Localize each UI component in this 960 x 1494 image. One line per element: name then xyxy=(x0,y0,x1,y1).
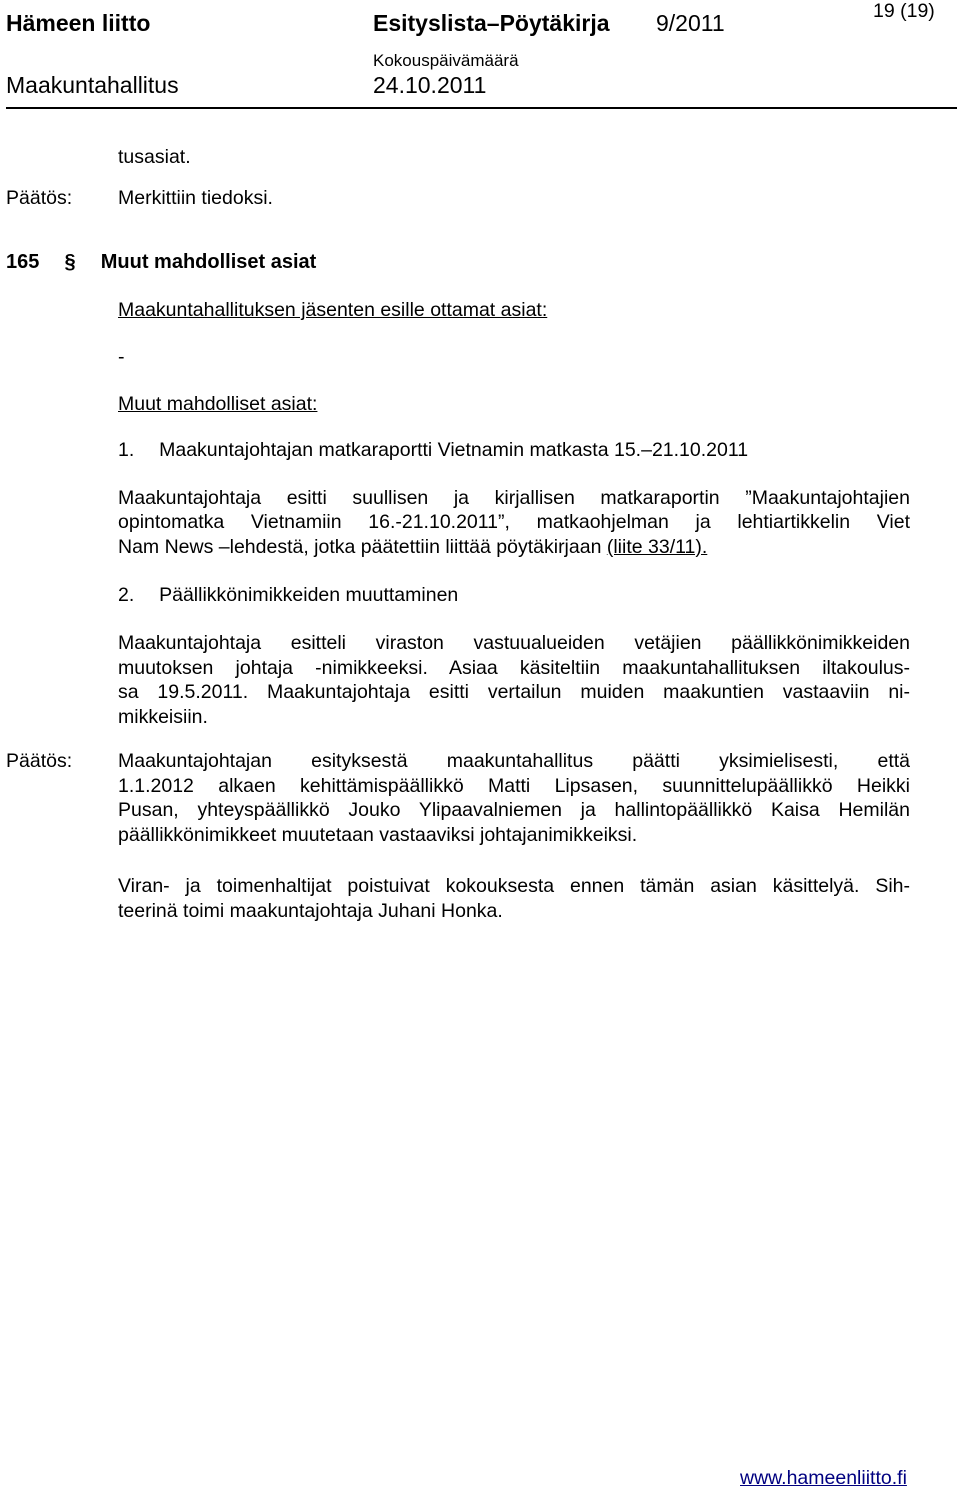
other-heading: Muut mahdolliset asiat: xyxy=(118,393,318,415)
section-symbol: § xyxy=(64,251,76,273)
item2-decision-line-1: Maakuntajohtajan esityksestä maakuntahallitus päätti yksimielisesti, että xyxy=(118,750,910,772)
item2-note-line-2: teerinä toimi maakuntajohtaja Juhani Honka. xyxy=(118,900,503,922)
header-date-label: Kokouspäivämäärä xyxy=(373,51,519,70)
section-heading xyxy=(6,251,316,274)
header-doc-type: Esityslista–Pöytäkirja xyxy=(373,10,610,36)
header-body: Maakuntahallitus xyxy=(6,72,179,98)
item2-decision-line-2: 1.1.2012 alkaen kehittämispäällikkö Matti Lipsasen, suunnittelupäällikkö Heikki xyxy=(118,775,910,797)
footer-url-link[interactable]: www.hameenliitto.fi xyxy=(740,1467,907,1489)
members-item: - xyxy=(118,346,125,368)
item2-decision-label: Päätös: xyxy=(6,750,73,772)
header-rule xyxy=(6,107,957,109)
item1-number: 1. xyxy=(118,439,135,461)
item1-line-2: opintomatka Vietnamiin 16.-21.10.2011”, matkaohjelman ja lehtiartikkelin Viet xyxy=(118,511,910,533)
item1-attachment-ref: (liite 33/11). xyxy=(606,536,708,558)
item1-title: Maakuntajohtajan matkaraportti Vietnamin matkasta 15.–21.10.2011 xyxy=(159,439,749,461)
header-page: 19 (19) xyxy=(873,0,935,22)
prev-decision: Merkittiin tiedoksi. xyxy=(118,187,273,209)
item2-note-line-1: Viran- ja toimenhaltijat poistuivat kokouksesta ennen tämän asian käsittelyä. Sih- xyxy=(118,875,910,897)
item2-number: 2. xyxy=(118,584,135,606)
item1-line-1: Maakuntajohtaja esitti suullisen ja kirjallisen matkaraportin ”Maakuntajohtajien xyxy=(118,487,910,509)
prev-decision-label: Päätös: xyxy=(6,187,73,209)
item2-line-3: sa 19.5.2011. Maakuntajohtaja esitti vertailun muiden maakuntien vastaaviin ni- xyxy=(118,681,910,703)
item1-heading xyxy=(118,438,910,463)
item2-heading xyxy=(118,583,910,608)
header-doc-number: 9/2011 xyxy=(656,10,725,36)
item2-decision-last: päällikkönimikkeet muutetaan vastaaviksi johtajanimikkeiksi. xyxy=(118,824,638,846)
item1-last-text: Nam News –lehdestä, jotka päätettiin liittää pöytäkirjaan xyxy=(118,536,602,558)
item2-line-1: Maakuntajohtaja esitteli viraston vastuualueiden vetäjien päällikkönimikkeiden xyxy=(118,632,910,654)
item1-last-line xyxy=(118,535,910,560)
header-date: 24.10.2011 xyxy=(373,72,487,98)
section-title: Muut mahdolliset asiat xyxy=(100,251,317,273)
header-org: Hämeen liitto xyxy=(6,10,151,36)
section-number: 165 xyxy=(6,251,40,273)
item2-title: Päällikkönimikkeiden muuttaminen xyxy=(159,584,459,606)
item2-decision-line-3: Pusan, yhteyspäällikkö Jouko Ylipaavalniemen ja hallintopäällikkö Kaisa Hemilän xyxy=(118,799,910,821)
members-heading: Maakuntahallituksen jäsenten esille ottamat asiat: xyxy=(118,299,548,321)
prev-continuation: tusasiat. xyxy=(118,146,191,168)
item2-last-line: mikkeisiin. xyxy=(118,706,208,728)
item2-line-2: muutoksen johtaja -nimikkeeksi. Asiaa käsiteltiin maakuntahallituksen iltakoulus- xyxy=(118,657,910,679)
